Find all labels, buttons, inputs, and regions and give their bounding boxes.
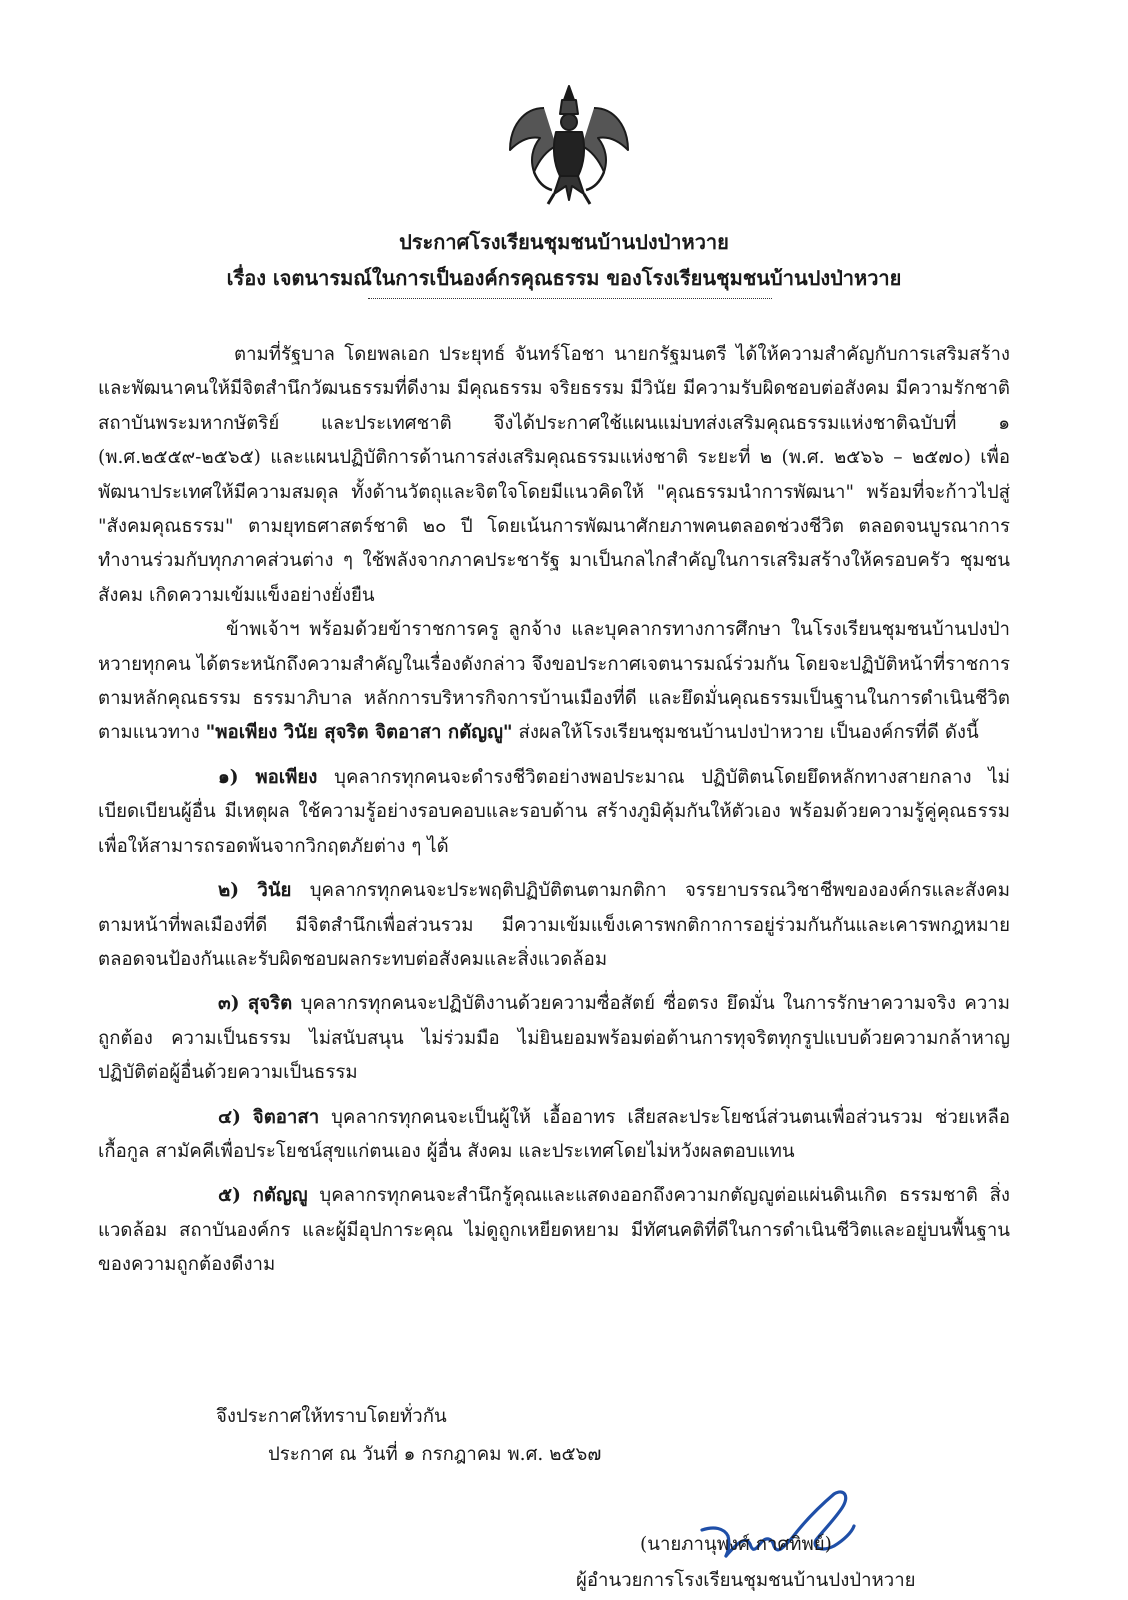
virtue-item: ๔) จิตอาสา บุคลากรทุกคนจะเป็นผู้ให้ เอื้ออาทร เสียสละประโยชน์ส่วนตนเพื่อส่วนรวม ช่วยเหลือเกื้อกูล สามัคคีเพื่อประโยชน์สุขแก่ตนเอง ผู้อื่น สังคม และประเทศโดยไม่หวังผลตอบแทน	[98, 1106, 1011, 1162]
virtue-item: ๑) พอเพียง บุคลากรทุกคนจะดำรงชีวิตอย่างพอประมาณ ปฏิบัติตนโดยยึดหลักทางสายกลาง ไม่เบียดเบียนผู้อื่น มีเหตุผล ใช้ความรู้อย่างรอบคอบและรอบด้าน สร้างภูมิคุ้มกันให้ตัวเอง พร้อมด้วยความรู้คู่คุณธรรม เพื่อให้สามารถรอดพ้นจากวิกฤตภัยต่าง ๆ ได้	[98, 766, 1010, 857]
virtue-name: กตัญญู	[252, 1185, 308, 1207]
virtue-name: พอเพียง	[255, 766, 318, 788]
declaration-paragraph: ข้าพเจ้าฯ พร้อมด้วยข้าราชการครู ลูกจ้าง และบุคลากรทางการศึกษา ในโรงเรียนชุมชนบ้านปงป่าหวายทุกคน ได้ตระหนักถึงความสำคัญในเรื่องดังกล่าว จึงขอประกาศเจตนารมณ์ร่วมกัน โดยจะปฏิบัติหน้าที่ราชการตามหลักคุณธรรม ธรรมาภิบาล หลักการบริหารกิจการบ้านเมืองที่ดี และยึดมั่นคุณธรรมเป็นฐานในการดำเนินชีวิตตามแนวทาง "พอเพียง วินัย สุจริต จิตอาสา กตัญญู" ส่งผลให้โรงเรียนชุมชนบ้านปงป่าหวาย เป็นองค์กรที่ดี ดังนี้	[98, 619, 1010, 744]
garuda-emblem-icon	[504, 78, 634, 218]
document-body	[98, 338, 1010, 1283]
signer-position: ผู้อำนวยการโรงเรียนชุมชนบ้านปงป่าหวาย	[576, 1570, 916, 1591]
signer-name: (นายภานุพงศ์ กาศทิพย์)	[640, 1534, 832, 1555]
closing-statement: จึงประกาศให้ทราบโดยทั่วกัน	[216, 1406, 447, 1427]
virtue-name: สุจริต	[247, 993, 293, 1015]
dotted-divider	[368, 298, 772, 299]
virtues-highlight: "พอเพียง วินัย สุจริต จิตอาสา กตัญญู"	[205, 722, 513, 744]
virtue-item: ๓) สุจริต บุคลากรทุกคนจะปฏิบัติงานด้วยความซื่อสัตย์ ซื่อตรง ยึดมั่น ในการรักษาความจริง ความถูกต้อง ความเป็นธรรม ไม่สนับสนุน ไม่ร่วมมือ ไม่ยินยอมพร้อมต่อต้านการทุจริตทุกรูปแบบด้วยความกล้าหาญ ปฏิบัติต่อผู้อื่นด้วยความเป็นธรรม	[98, 993, 1010, 1084]
virtue-item: ๕) กตัญญู บุคลากรทุกคนจะสำนึกรู้คุณและแสดงออกถึงความกตัญญูต่อแผ่นดินเกิด ธรรมชาติ สิ่งแวดล้อม สถาบันองค์กร และผู้มีอุปการะคุณ ไม่ดูถูกเหยียดหยาม มีทัศนคติที่ดีในการดำเนินชีวิตและอยู่บนพื้นฐานของความถูกต้องดีงาม	[98, 1185, 1010, 1276]
virtue-name: วินัย	[257, 880, 292, 902]
intro-paragraph: ตามที่รัฐบาล โดยพลเอก ประยุทธ์ จันทร์โอชา นายกรัฐมนตรี ได้ให้ความสำคัญกับการเสริมสร้างและพัฒนาคนให้มีจิตสำนึกวัฒนธรรมที่ดีงาม มีคุณธรรม จริยธรรม มีวินัย มีความรับผิดชอบต่อสังคม มีความรักชาติ สถาบันพระมหากษัตริย์ และประเทศชาติ จึงได้ประกาศใช้แผนแม่บทส่งเสริมคุณธรรมแห่งชาติฉบับที่ ๑ (พ.ศ.๒๕๕๙-๒๕๖๕) และแผนปฏิบัติการด้านการส่งเสริมคุณธรรมแห่งชาติ ระยะที่ ๒ (พ.ศ. ๒๕๖๖ – ๒๕๗๐) เพื่อพัฒนาประเทศให้มีความสมดุล ทั้งด้านวัตถุและจิตใจโดยมีแนวคิดให้ "คุณธรรมนำการพัฒนา" พร้อมที่จะก้าวไปสู่ "สังคมคุณธรรม" ตามยุทธศาสตร์ชาติ ๒๐ ปี โดยเน้นการพัฒนาศักยภาพคนตลอดช่วงชีวิต ตลอดจนบูรณาการทำงานร่วมกับทุกภาคส่วนต่าง ๆ ใช้พลังจากภาคประชารัฐ มาเป็นกลไกสำคัญในการเสริมสร้างให้ครอบครัว ชุมชน สังคม เกิดความเข้มแข็งอย่างยั่งยืน	[98, 344, 1010, 606]
announcement-subject: เรื่อง เจตนารมณ์ในการเป็นองค์กรคุณธรรม ของโรงเรียนชุมชนบ้านปงป่าหวาย	[226, 266, 902, 290]
announcement-heading: ประกาศโรงเรียนชุมชนบ้านปงป่าหวาย	[399, 230, 729, 254]
virtue-item: ๒) วินัย บุคลากรทุกคนจะประพฤติปฏิบัติตนตามกติกา จรรยาบรรณวิชาชีพขององค์กรและสังคม ตามหน้าที่พลเมืองที่ดี มีจิตสำนึกเพื่อส่วนรวม มีความเข้มแข็งเคารพกติกาการอยู่ร่วมกันกันและเคารพกฎหมาย ตลอดจนป้องกันและรับผิดชอบผลกระทบต่อสังคมและสิ่งแวดล้อม	[98, 880, 1010, 970]
virtue-name: จิตอาสา	[252, 1106, 320, 1128]
announcement-date: ประกาศ ณ วันที่ ๑ กรกฎาคม พ.ศ. ๒๕๖๗	[268, 1444, 602, 1465]
